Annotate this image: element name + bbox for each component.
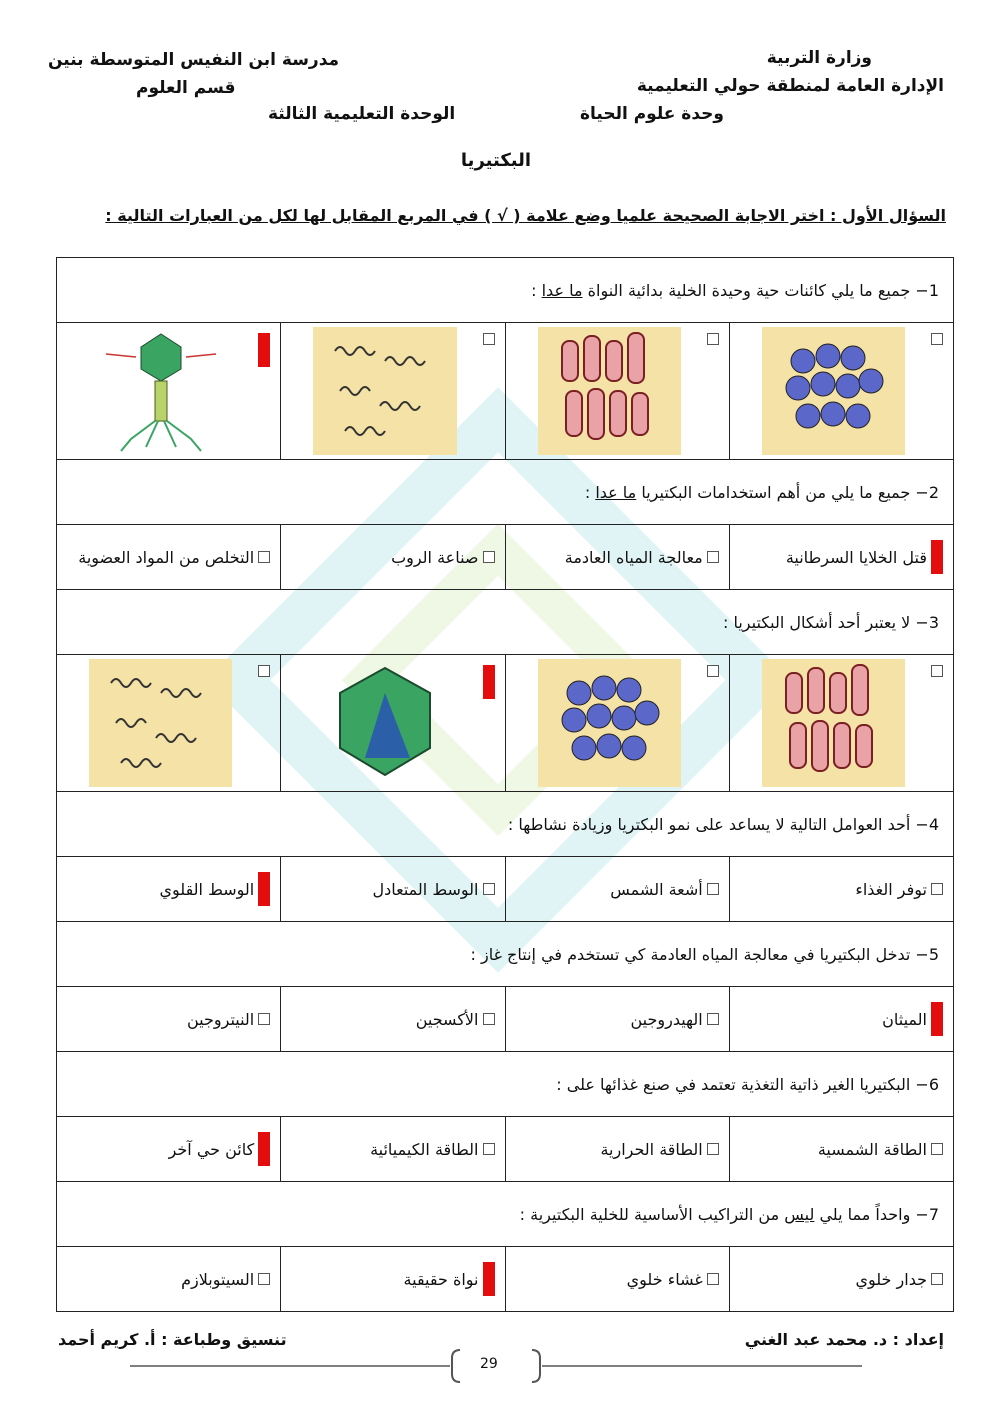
question-4: 4− أحد العوامل التالية لا يساعد على نمو البكتريا وزيادة نشاطها : (57, 792, 954, 857)
question-1: 1− جميع ما يلي كائنات حية وحيدة الخلية بدائية النواة ما عدا : (57, 258, 954, 323)
virus-capsid-icon (313, 659, 456, 787)
q7-option-1[interactable]: جدار خلوي (729, 1247, 953, 1312)
q1-option-1[interactable] (729, 323, 953, 460)
question-table (56, 257, 954, 1312)
q6-option-1[interactable]: الطاقة الشمسية (729, 1117, 953, 1182)
q4-option-1[interactable]: توفر الغذاء (729, 857, 953, 922)
checkbox[interactable] (707, 333, 719, 345)
question-7: 7− واحداً مما يلي ليس من التراكيب الأساسية للخلية البكتيرية : (57, 1182, 954, 1247)
checkbox[interactable] (258, 1273, 270, 1285)
checkbox-marked[interactable] (483, 1262, 495, 1296)
checkbox[interactable] (707, 883, 719, 895)
q5-option-4[interactable]: النيتروجين (57, 987, 281, 1052)
checkbox[interactable] (931, 1143, 943, 1155)
checkbox[interactable] (258, 1013, 270, 1025)
q7-option-3[interactable]: نواة حقيقية (281, 1247, 505, 1312)
checkbox[interactable] (931, 665, 943, 677)
q5-option-1[interactable]: الميثان (729, 987, 953, 1052)
prepared-by: إعداد : د. محمد عبد الغني (744, 1330, 944, 1349)
coordinated-by: تنسيق وطباعة : أ. كريم أحمد (58, 1330, 287, 1349)
q6-option-4[interactable]: كائن حي آخر (57, 1117, 281, 1182)
checkbox[interactable] (931, 1273, 943, 1285)
bacilli-bacteria-icon (538, 327, 681, 455)
q6-option-2[interactable]: الطاقة الحرارية (505, 1117, 729, 1182)
q1-option-2[interactable] (505, 323, 729, 460)
checkbox[interactable] (707, 1143, 719, 1155)
q4-option-4[interactable]: الوسط القلوي (57, 857, 281, 922)
bacteriophage-virus-icon (89, 327, 232, 455)
unit-name: الوحدة التعليمية الثالثة (268, 104, 456, 124)
q2-option-2[interactable]: معالجة المياه العادمة (505, 525, 729, 590)
checkbox[interactable] (258, 665, 270, 677)
checkbox-marked[interactable] (258, 1132, 270, 1166)
checkbox[interactable] (707, 551, 719, 563)
checkbox[interactable] (483, 551, 495, 563)
checkbox[interactable] (707, 665, 719, 677)
ministry-name: وزارة التربية (766, 48, 872, 68)
spirilla-bacteria-icon (89, 659, 232, 787)
question-6: 6− البكتيريا الغير ذاتية التغذية تعتمد في صنع غذائها على : (57, 1052, 954, 1117)
q4-option-2[interactable]: أشعة الشمس (505, 857, 729, 922)
checkbox-marked[interactable] (483, 665, 495, 699)
question-2: 2− جميع ما يلي من أهم استخدامات البكتيريا ما عدا : (57, 460, 954, 525)
department-unit: وحدة علوم الحياة (579, 104, 724, 124)
q3-option-2[interactable] (505, 655, 729, 792)
q5-option-3[interactable]: الأكسجين (281, 987, 505, 1052)
checkbox[interactable] (258, 551, 270, 563)
question-5: 5− تدخل البكتيريا في معالجة المياه العادمة كي تستخدم في إنتاج غاز : (57, 922, 954, 987)
checkbox[interactable] (707, 1013, 719, 1025)
directorate-name: الإدارة العامة لمنطقة حولي التعليمية (636, 76, 944, 96)
checkbox-marked[interactable] (931, 540, 943, 574)
school-name: مدرسة ابن النفيس المتوسطة بنين (48, 50, 340, 70)
question-3: 3− لا يعتبر أحد أشكال البكتيريا : (57, 590, 954, 655)
q6-option-3[interactable]: الطاقة الكيميائية (281, 1117, 505, 1182)
q7-option-2[interactable]: غشاء خلوي (505, 1247, 729, 1312)
q1-option-4[interactable] (57, 323, 281, 460)
checkbox[interactable] (931, 883, 943, 895)
q7-option-4[interactable]: السيتوبلازم (57, 1247, 281, 1312)
q1-option-3[interactable] (281, 323, 505, 460)
department-name: قسم العلوم (136, 78, 236, 98)
q4-option-3[interactable]: الوسط المتعادل (281, 857, 505, 922)
checkbox[interactable] (931, 333, 943, 345)
checkbox-marked[interactable] (258, 333, 270, 367)
q3-option-3[interactable] (281, 655, 505, 792)
q2-option-1[interactable]: قتل الخلايا السرطانية (729, 525, 953, 590)
cocci-bacteria-icon (762, 327, 905, 455)
q5-option-2[interactable]: الهيدروجين (505, 987, 729, 1052)
cocci-bacteria-icon (538, 659, 681, 787)
checkbox-marked[interactable] (258, 872, 270, 906)
checkbox[interactable] (707, 1273, 719, 1285)
spirilla-bacteria-icon (313, 327, 456, 455)
bacilli-bacteria-icon (762, 659, 905, 787)
q3-option-1[interactable] (729, 655, 953, 792)
checkbox-marked[interactable] (931, 1002, 943, 1036)
checkbox[interactable] (483, 883, 495, 895)
checkbox[interactable] (483, 1143, 495, 1155)
q3-option-4[interactable] (57, 655, 281, 792)
page-title: البكتيريا (460, 150, 532, 171)
checkbox[interactable] (483, 333, 495, 345)
question-instruction: السؤال الأول : اختر الاجابة الصحيحة علميا وضع علامة ( √ ) في المربع المقابل لها لكل من العبارات التالية : (105, 206, 946, 225)
q2-option-3[interactable]: صناعة الروب (281, 525, 505, 590)
q2-option-4[interactable]: التخلص من المواد العضوية (57, 525, 281, 590)
checkbox[interactable] (483, 1013, 495, 1025)
page-number: 29 (480, 1356, 498, 1372)
